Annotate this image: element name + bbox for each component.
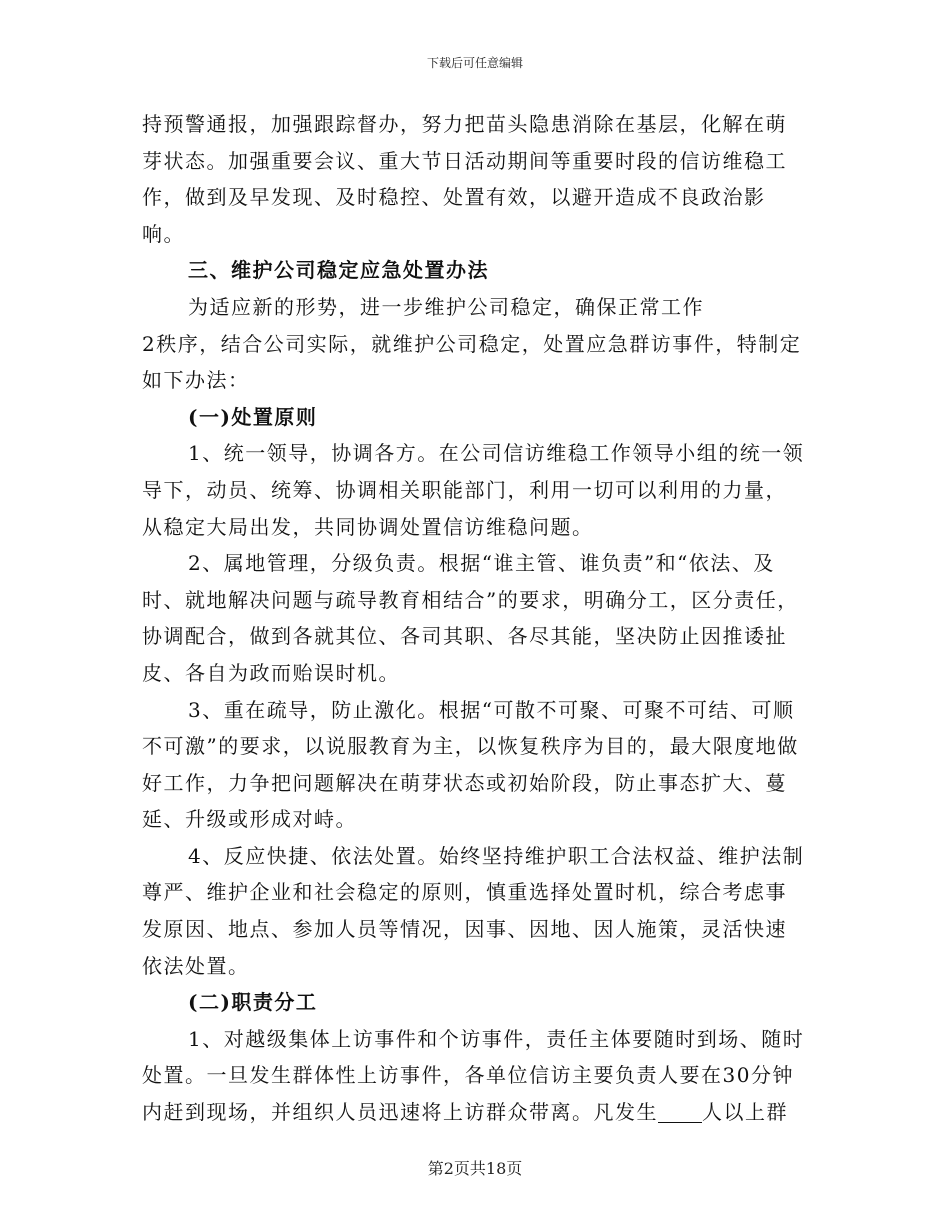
page-footer: 第2页共18页 xyxy=(427,1159,523,1178)
paragraph-intro-continued: 2秩序，结合公司实际，就维护公司稳定，处置应急群访事件，特制定如下办法： xyxy=(142,331,802,393)
document-body xyxy=(142,106,808,1131)
page-header: 下载后可任意编辑 xyxy=(426,56,523,70)
subheading-duties: (二)职责分工 xyxy=(188,990,318,1015)
section-heading-3: 三、维护公司稳定应急处置办法 xyxy=(188,258,489,283)
duty-item-1 xyxy=(142,1021,808,1131)
duty-item-1-text: 1、对越级集体上访事件和个访事件，责任主体要随时到场、随时处置。一旦发生群体性上访事件，各单位信访主要负责人要在30分钟内赶到现场，并组织人员迅速将上访群众带离。凡发生 xyxy=(142,1026,805,1125)
principle-item-3: 3、重在疏导，防止激化。根据“可散不可聚、可聚不可结、可顺不可激”的要求，以说服教育为主，以恢复秩序为目的，最大限度地做好工作，力争把问题解决在萌芽状态或初始阶段，防止事态扩大、蔓延、升级或形成对峙。 xyxy=(142,697,799,832)
principle-item-1: 1、统一领导，协调各方。在公司信访维稳工作领导小组的统一领导下，动员、统筹、协调相关职能部门，利用一切可以利用的力量，从稳定大局出发，共同协调处置信访维稳问题。 xyxy=(142,441,805,539)
paragraph-continuation: 持预警通报，加强跟踪督办，努力把苗头隐患消除在基层，化解在萌芽状态。加强重要会议、重大节日活动期间等重要时段的信访维稳工作，做到及早发现、及时稳控、处置有效，以避开造成不良政治影响。 xyxy=(142,112,787,246)
duty-item-1-text-end: 人以上群 xyxy=(702,1100,788,1125)
subheading-principles: (一)处置原则 xyxy=(188,404,318,429)
paragraph-intro: 为适应新的形势，进一步维护公司稳定，确保正常工作 xyxy=(188,294,704,319)
fill-in-blank xyxy=(658,1102,702,1123)
principle-item-4: 4、反应快捷、依法处置。始终坚持维护职工合法权益、维护法制尊严、维护企业和社会稳定的原则，慎重选择处置时机，综合考虑事发原因、地点、参加人员等情况，因事、因地、因人施策，灵活快速依法处置。 xyxy=(142,843,805,978)
principle-item-2: 2、属地管理，分级负责。根据“谁主管、谁负责”和“依法、及时、就地解决问题与疏导教育相结合”的要求，明确分工，区分责任，协调配合，做到各就其位、各司其职、各尽其能，坚决防止因推诿扯皮、各自为政而贻误时机。 xyxy=(142,551,799,685)
